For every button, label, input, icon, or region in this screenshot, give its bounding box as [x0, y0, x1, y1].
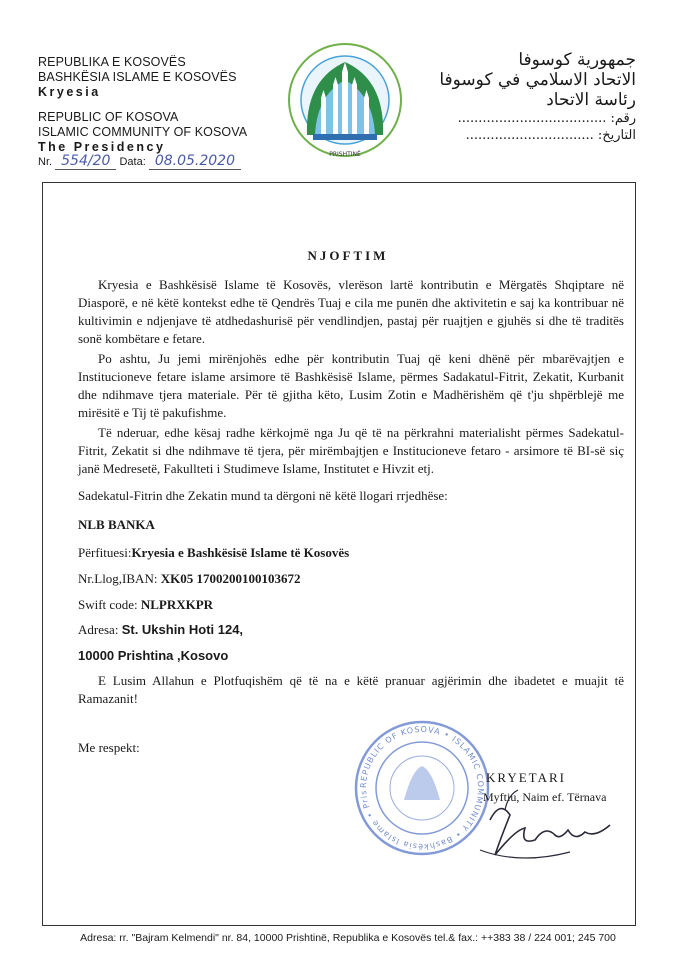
date-label: Data:: [119, 156, 146, 168]
address-line: [78, 622, 243, 638]
address-value: St. Ukshin Hoti 124,: [121, 622, 244, 637]
swift-line: [78, 597, 213, 613]
iban-value: XK05 1700200100103672: [160, 571, 301, 586]
account-intro: Sadekatul-Fitrin dhe Zekatin mund ta dërgoni në këtë llogari rrjedhëse:: [78, 488, 448, 503]
body-paragraph: Të nderuar, edhe kësaj radhe kërkojmë nga Ju që të na përkrahni materialisht përmes Sadekatul-Fitrit, Zekatit si dhe ndihmave të tjera, për mirëmbajtjen e Institucioneve fetaro - arsimore të BI-së siç janë Medresetë, Fakullteti i Studimeve Islame, Institutet e Hivzit etj.: [78, 425, 624, 476]
letterhead-left: [38, 55, 247, 155]
letterhead-line: REPUBLIKA E KOSOVËS: [38, 55, 186, 69]
islamic-community-logo: [285, 40, 405, 170]
letterhead-arabic-line: الاتحاد الاسلامي في كوسوفا: [439, 70, 636, 90]
nr-value: 554/20: [55, 153, 116, 170]
bank-name: NLB BANKA: [78, 517, 155, 532]
iban-line: [78, 571, 300, 587]
nr-label: Nr.: [38, 156, 53, 168]
handwritten-signature: [460, 780, 620, 870]
letterhead-line: ISLAMIC COMMUNITY OF KOSOVA: [38, 125, 248, 139]
letterhead-arabic-line: رئاسة الاتحاد: [546, 90, 636, 110]
swift-label: Swift code:: [78, 597, 138, 612]
letterhead-right: [439, 50, 636, 144]
date-value: 08.05.2020: [149, 153, 241, 170]
beneficiary-label: Përfituesi:: [78, 545, 132, 560]
body-paragraph: Kryesia e Bashkësisë Islame të Kosovës, vlerëson lartë kontributin e Mërgatës Shqiptare në Diasporë, e në këtë kontekst edhe të Qendrës Tuaj e cila me punën dhe aktivitetin e saj ka kontribuar në kultivimin e ndjenjave të atdhedashurisë për vendlindjen, pastaj për ruajtjen e gjuhës si dhe të traditës sonë kombëtare e fetare.: [78, 277, 624, 346]
signatory-name: Myftiu, Naim ef. Tërnava: [483, 790, 607, 804]
letterhead-line: REPUBLIC OF KOSOVA: [38, 110, 179, 124]
address-label: Adresa:: [78, 622, 119, 637]
body-paragraph: Po ashtu, Ju jemi mirënjohës edhe për kontributin Tuaj që keni dhënë për mbarëvajtjen e Institucioneve fetare islame arsimore të Bashkësisë Islame, përmes Sadakatul-Fitrit, Zekatit, Kurbanit dhe ndihmave tjera materiale. Për të gjitha këto, Lusim Zotin e Madhërishëm që t'ju shpërblejë me mirësitë e Tij të pakufishme.: [78, 351, 624, 420]
beneficiary-value: Kryesia e Bashkësisë Islame të Kosovës: [131, 545, 350, 560]
letterhead-arabic-line: جمهورية كوسوفا: [518, 50, 636, 70]
address-city: 10000 Prishtina ,Kosovo: [78, 648, 229, 663]
reference-line: [38, 153, 241, 169]
letterhead-line: The Presidency: [38, 140, 166, 154]
stamp-text: REPUBLIC OF KOSOVA • ISLAMIC COMMUNITY • Bashkësia Islame • Pris: [358, 724, 486, 852]
closing-paragraph: E Lusim Allahun e Plotfuqishëm që të na e këtë pranuar agjërimin dhe ibadetet e muajit të Ramazanit!: [78, 673, 624, 706]
letterhead-line: Kryesia: [38, 85, 101, 99]
beneficiary-line: [78, 545, 349, 561]
letterhead-line: BASHKËSIA ISLAME E KOSOVËS: [38, 70, 237, 84]
logo-city: PRISHTINË: [329, 151, 361, 158]
footer-address: Adresa: rr. "Bajram Kelmendi" nr. 84, 10000 Prishtinë, Republika e Kosovës tel.& fax.: ++383 38 / 224 001; 245 700: [80, 932, 616, 944]
iban-label: Nr.Llog,IBAN:: [78, 571, 158, 586]
letterhead-arabic-number: رقم: ....................................: [457, 111, 636, 126]
document-title: NJOFTIM: [307, 248, 389, 263]
swift-value: NLPRXKPR: [140, 597, 214, 612]
letterhead-arabic-date: التاريخ: ...............................: [465, 128, 636, 143]
regards: Me respekt:: [78, 740, 140, 755]
signatory-title: KRYETARI: [486, 770, 566, 785]
